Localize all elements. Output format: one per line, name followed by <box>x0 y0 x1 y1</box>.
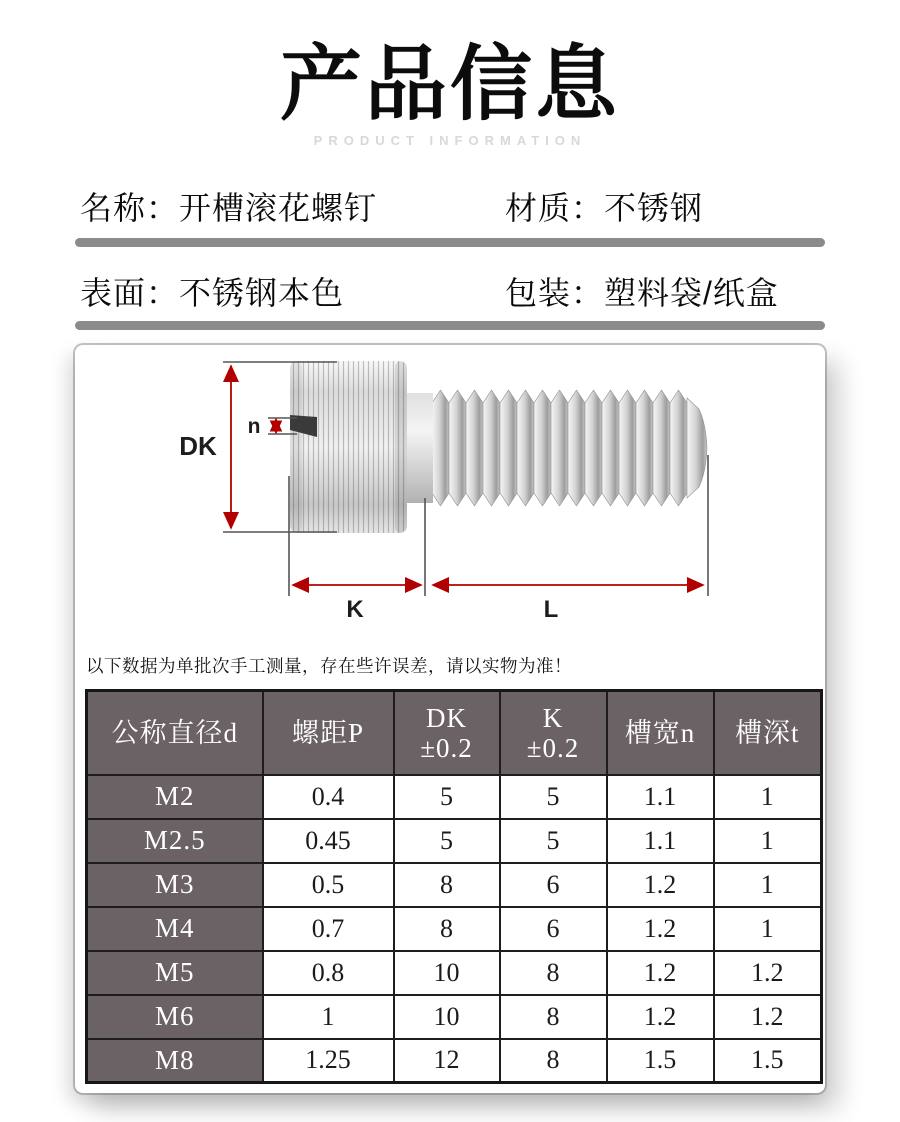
value-cell: 8 <box>500 1039 607 1083</box>
value-cell: 1.2 <box>607 863 714 907</box>
value-cell: 1 <box>714 819 822 863</box>
screw-diagram <box>81 349 819 644</box>
column-header: 槽深t <box>714 691 822 775</box>
screw-tip <box>687 398 707 498</box>
table-row <box>87 819 822 863</box>
value-cell: 1.5 <box>714 1039 822 1083</box>
value-cell: 1 <box>714 907 822 951</box>
value-cell: 1 <box>714 863 822 907</box>
table-row <box>87 775 822 819</box>
value-cell: 0.8 <box>263 951 394 995</box>
table-header-row <box>87 691 822 775</box>
column-header: 槽宽n <box>607 691 714 775</box>
table-row <box>87 863 822 907</box>
value-cell: 8 <box>500 995 607 1039</box>
value-cell: 5 <box>394 819 500 863</box>
value-cell: 0.7 <box>263 907 394 951</box>
row-label-cell: M8 <box>87 1039 263 1083</box>
value-cell: 5 <box>394 775 500 819</box>
value-cell: 1.1 <box>607 819 714 863</box>
value-cell: 6 <box>500 863 607 907</box>
table-row <box>87 1039 822 1083</box>
page-subtitle: PRODUCT INFORMATION <box>313 133 587 148</box>
value-cell: 1.2 <box>714 995 822 1039</box>
row-label-cell: M2 <box>87 775 263 819</box>
row-label-cell: M5 <box>87 951 263 995</box>
value-cell: 10 <box>394 995 500 1039</box>
page-title: 产品信息 <box>279 39 620 130</box>
value-cell: 0.4 <box>263 775 394 819</box>
value-cell: 1.5 <box>607 1039 714 1083</box>
value-cell: 1 <box>263 995 394 1039</box>
value-cell: 1.2 <box>607 907 714 951</box>
value-cell: 8 <box>394 863 500 907</box>
l-label: L <box>543 596 559 623</box>
value-cell: 1.2 <box>607 951 714 995</box>
value-cell: 6 <box>500 907 607 951</box>
value-cell: 12 <box>394 1039 500 1083</box>
info-name: 名称：开槽滚花螺钉 <box>80 190 378 226</box>
k-label: K <box>346 596 364 623</box>
value-cell: 0.5 <box>263 863 394 907</box>
row-label-cell: M6 <box>87 995 263 1039</box>
value-cell: 8 <box>500 951 607 995</box>
divider <box>75 238 825 247</box>
column-header: 螺距P <box>263 691 394 775</box>
value-cell: 1.25 <box>263 1039 394 1083</box>
screw-head <box>290 361 407 533</box>
row-label-cell: M3 <box>87 863 263 907</box>
dk-label: DK <box>179 431 217 461</box>
info-surface: 表面：不锈钢本色 <box>80 275 345 311</box>
table-row <box>87 951 822 995</box>
value-cell: 1 <box>714 775 822 819</box>
value-cell: 10 <box>394 951 500 995</box>
product-card <box>75 345 825 1093</box>
spec-table <box>85 689 823 1084</box>
value-cell: 8 <box>394 907 500 951</box>
table-row <box>87 907 822 951</box>
info-material: 材质：不锈钢 <box>505 190 704 226</box>
screw-shank <box>407 393 433 503</box>
value-cell: 1.2 <box>714 951 822 995</box>
column-header: K ±0.2 <box>500 691 607 775</box>
divider <box>75 321 825 330</box>
screw-thread <box>432 390 707 506</box>
measurement-note: 以下数据为单批次手工测量，存在些许误差，请以实物为准！ <box>86 656 572 676</box>
value-cell: 5 <box>500 775 607 819</box>
column-header: DK ±0.2 <box>394 691 500 775</box>
info-packaging: 包装：塑料袋/纸盒 <box>505 275 779 311</box>
value-cell: 5 <box>500 819 607 863</box>
value-cell: 1.2 <box>607 995 714 1039</box>
table-row <box>87 995 822 1039</box>
row-label-cell: M4 <box>87 907 263 951</box>
value-cell: 0.45 <box>263 819 394 863</box>
n-label: n <box>247 415 261 438</box>
column-header: 公称直径d <box>87 691 263 775</box>
value-cell: 1.1 <box>607 775 714 819</box>
row-label-cell: M2.5 <box>87 819 263 863</box>
